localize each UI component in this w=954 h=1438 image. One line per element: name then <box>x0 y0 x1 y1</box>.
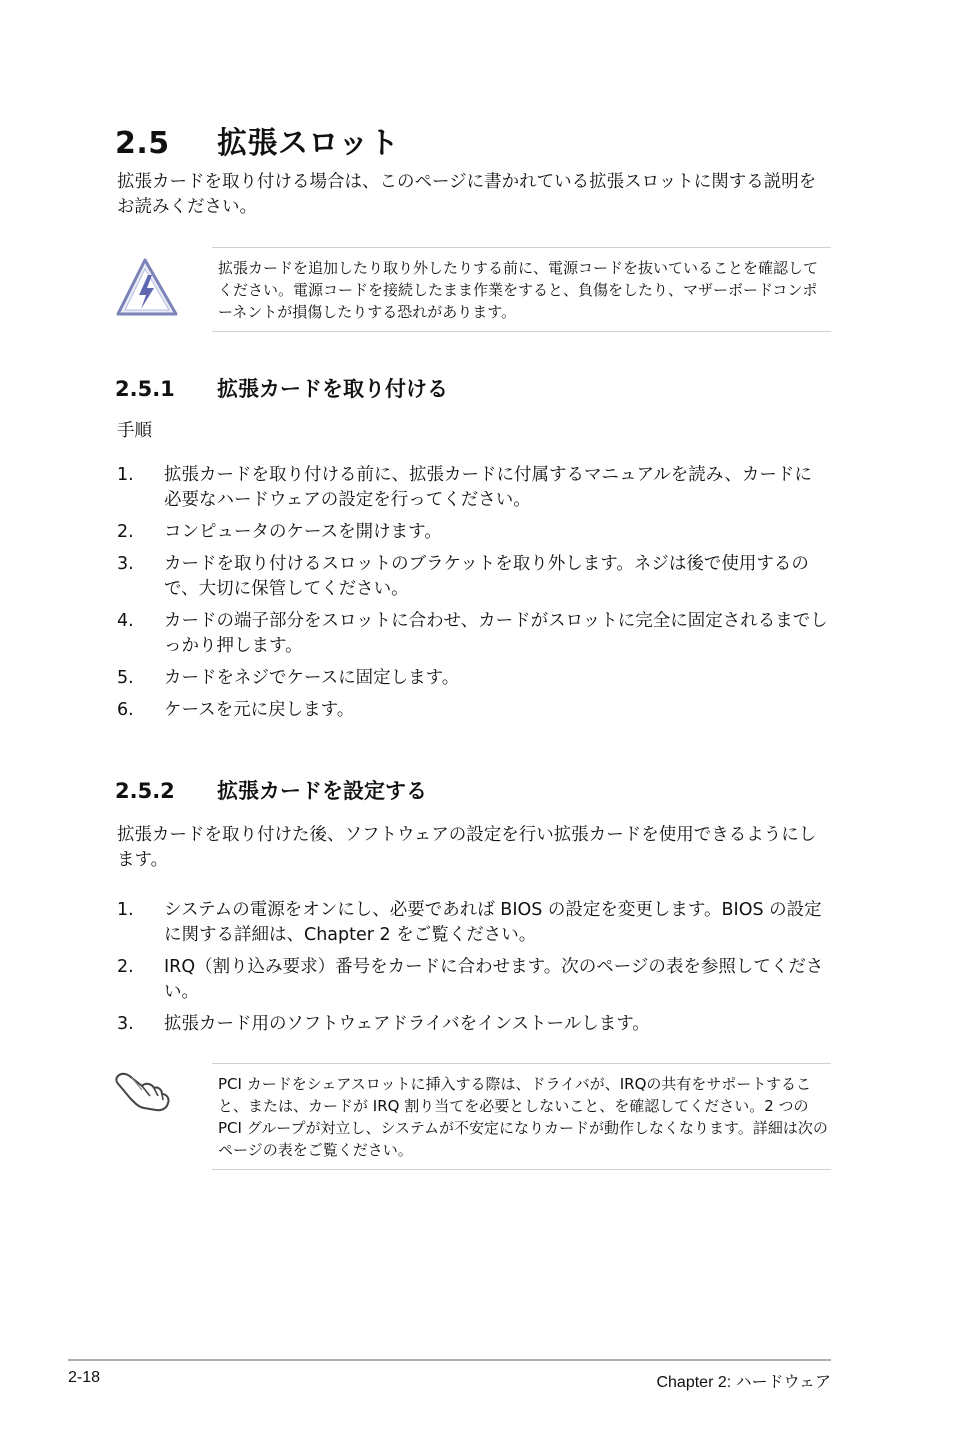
configure-steps-list <box>117 898 829 1044</box>
list-item: 2. コンピュータのケースを開けます。 <box>117 522 442 542</box>
install-steps-list <box>117 463 829 730</box>
warning-box <box>212 247 831 332</box>
note-box <box>212 1063 831 1170</box>
subsection-heading-install <box>115 373 448 403</box>
section-title: 拡張スロット <box>217 126 400 161</box>
configure-intro: 拡張カードを取り付けた後、ソフトウェアの設定を行い拡張カードを使用できるようにします。 <box>117 825 817 870</box>
list-item: 1. システムの電源をオンにし、必要であれば BIOS の設定を変更します。BIOS の設定に関する詳細は、Chapter 2 をご覧ください。 <box>117 900 822 945</box>
section-number: 2.5 <box>115 126 170 161</box>
list-item: 4. カードの端子部分をスロットに合わせ、カードがスロットに完全に固定されるまでしっかり押します。 <box>117 611 828 656</box>
subsection-title: 拡張カードを設定する <box>217 779 427 803</box>
list-item: 3. 拡張カード用のソフトウェアドライバをインストールします。 <box>117 1014 650 1034</box>
intro-paragraph: 拡張カードを取り付ける場合は、このページに書かれている拡張スロットに関する説明をお読みください。 <box>117 172 817 217</box>
list-item: 1. 拡張カードを取り付ける前に、拡張カードに付属するマニュアルを読み、カードに必要なハードウェアの設定を行ってください。 <box>117 465 812 510</box>
procedure-label: 手順 <box>117 421 152 441</box>
subsection-heading-configure <box>115 775 427 805</box>
note-text: PCI カードをシェアスロットに挿入する際は、ドライバが、IRQの共有をサポートすること、または、カードが IRQ 割り当てを必要としないこと、を確認してください。2 つの PCI グループが対立し、システムが不安定になりカードが動作しなくなります。詳細は次のページの表をご覧ください。 <box>218 1075 828 1159</box>
subsection-title: 拡張カードを取り付ける <box>217 377 448 401</box>
chapter-label: Chapter 2: ハードウェア <box>656 1374 831 1391</box>
warning-text: 拡張カードを追加したり取り外したりする前に、電源コードを抜いていることを確認してください。電源コードを接続したまま作業をすると、負傷をしたり、マザーボードコンポーネントが損傷したりする恐れがあります。 <box>218 259 819 321</box>
subsection-number: 2.5.1 <box>115 377 175 401</box>
list-item: 5. カードをネジでケースに固定します。 <box>117 668 460 688</box>
list-item: 2. IRQ（割り込み要求）番号をカードに合わせます。次のページの表を参照してください。 <box>117 957 824 1002</box>
footer-divider <box>68 1359 831 1361</box>
warning-lightning-icon <box>112 255 182 321</box>
page-number: 2-18 <box>68 1369 101 1386</box>
pointing-hand-icon <box>112 1066 176 1116</box>
section-heading <box>115 118 399 162</box>
list-item: 6. ケースを元に戻します。 <box>117 700 355 720</box>
subsection-number: 2.5.2 <box>115 779 175 803</box>
list-item: 3. カードを取り付けるスロットのブラケットを取り外します。ネジは後で使用するので、大切に保管してください。 <box>117 554 809 599</box>
